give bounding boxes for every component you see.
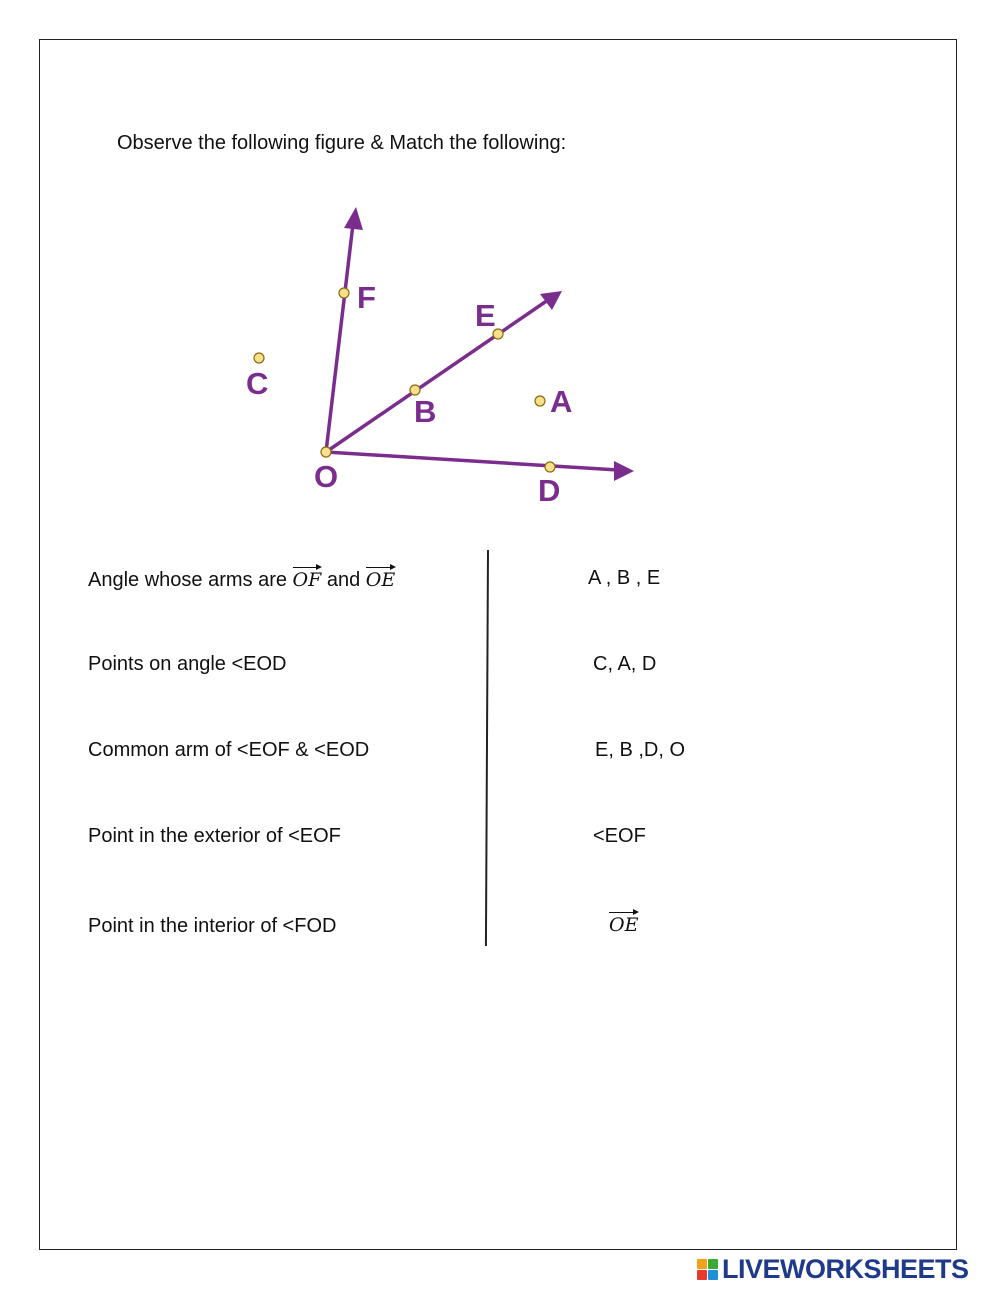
right-item-4: <EOF <box>593 825 646 847</box>
ray-od <box>326 452 618 470</box>
arrowhead-f-icon <box>344 207 363 230</box>
left-item-1 <box>88 565 395 592</box>
arrowhead-e-icon <box>540 291 562 310</box>
left-item-3: Common arm of <EOF & <EOD <box>88 739 370 761</box>
label-f: F <box>357 280 376 315</box>
right-item-5 <box>609 910 638 937</box>
right-item-2: C, A, D <box>593 653 657 675</box>
ray-of <box>326 224 353 452</box>
left-item-1-middle: and <box>321 569 366 591</box>
label-e: E <box>475 298 496 333</box>
point-f <box>339 288 349 298</box>
left-item-2: Points on angle <EOD <box>88 653 287 675</box>
arrowhead-d-icon <box>614 461 634 481</box>
right-item-3: E, B ,D, O <box>595 739 686 761</box>
label-o: O <box>314 459 339 494</box>
left-item-5: Point in the interior of <FOD <box>88 915 337 937</box>
ray-oe <box>326 300 548 452</box>
left-item-1-prefix: Angle whose arms are <box>88 569 293 591</box>
point-d <box>545 462 555 472</box>
left-item-4: Point in the exterior of <EOF <box>88 825 341 847</box>
point-c <box>254 353 264 363</box>
label-d: D <box>538 473 561 508</box>
instruction-text: Observe the following figure & Match the following: <box>117 132 567 154</box>
point-a <box>535 396 545 406</box>
label-a: A <box>550 384 573 419</box>
label-b: B <box>414 394 437 429</box>
vector-oe: OE <box>366 565 395 591</box>
liveworksheets-logo <box>697 1256 969 1283</box>
logo-tiles-icon <box>697 1259 718 1280</box>
point-o <box>321 447 331 457</box>
logo-text: LIVEWORKSHEETS <box>722 1254 969 1284</box>
angle-figure <box>230 200 650 520</box>
label-c: C <box>246 366 269 401</box>
vector-of: OF <box>293 565 322 591</box>
vector-oe-answer: OE <box>609 910 638 936</box>
right-item-1: A , B , E <box>588 567 661 589</box>
